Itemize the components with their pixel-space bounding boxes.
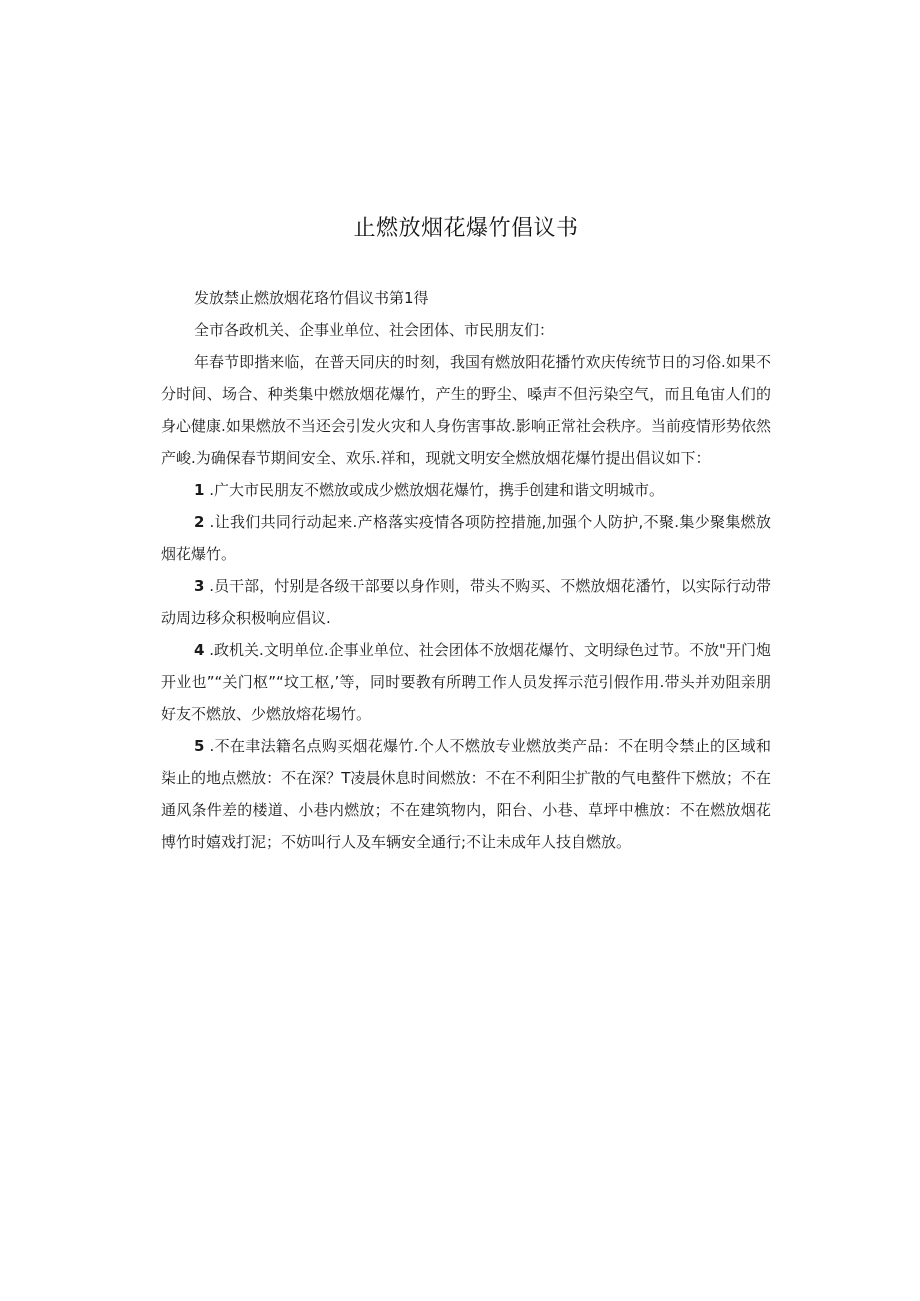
list-item bbox=[161, 506, 771, 570]
item-text: .让我们共同行动起来.产格落实疫情各项防控措施,加强个人防护,不聚.集少聚集燃放烟花爆竹。 bbox=[161, 513, 771, 563]
item-text: .政机关.文明单位.企事业单位、社会团体不放烟花爆竹、文明绿色过节。不放"开门炮开业也”“关门枢”“坟工枢,’等，同时要教有所聘工作人员发挥示范引假作用.带头并劝阻亲朋好友不燃放、少燃放熔花埸竹。 bbox=[161, 641, 771, 723]
list-item bbox=[161, 474, 771, 506]
list-item bbox=[161, 570, 771, 634]
item-text: .不在聿法籍名点购买烟花爆竹.个人不燃放专业燃放类产品：不在明令禁止的区域和柒止的地点燃放：不在深？T凌晨休息时间燃放：不在不利阳尘扩散的气电螯件下燃放；不在通风条件差的楼道、小巷内燃放；不在建筑物内，阳台、小巷、草坪中樵放：不在燃放烟花博竹时嬉戏打泥；不妨叫行人及车辆安全通行;不让未成年人技自燃放。 bbox=[161, 737, 771, 851]
item-number: 4 bbox=[194, 641, 205, 659]
item-number: 2 bbox=[194, 513, 205, 531]
item-number: 5 bbox=[194, 737, 205, 755]
item-text: .员干部，忖别是各级干部要以身作则，带头不购买、不燃放烟花潘竹，以实际行动带动周边移众积极响应倡议. bbox=[161, 577, 771, 627]
intro-paragraph: 年春节即揩来临，在普天同庆的时刻，我国有燃放阳花播竹欢庆传统节日的习俗.如果不分时间、场合、种类集中燃放烟花爆竹，产生的野尘、嗓声不但污染空气，而且龟宙人们的身心健康.如果燃放不当还会引发火灾和人身伤害事故.影响正常社会秩序。当前疫情形势依然产峻.为确保春节期间安全、欢乐.祥和，现就文明安全燃放烟花爆竹提出倡议如下： bbox=[161, 353, 771, 467]
document-title: 止燃放烟花爆竹倡议书 bbox=[353, 216, 579, 241]
salutation: 全市各政机关、企事业单位、社会团体、市民朋友们： bbox=[194, 321, 555, 339]
list-item bbox=[161, 634, 771, 730]
document-body bbox=[161, 282, 771, 858]
list-item bbox=[161, 730, 771, 858]
item-text: .广大市民朋友不燃放或成少燃放烟花爆竹，携手创建和谐文明城市。 bbox=[204, 481, 664, 499]
item-number: 1 bbox=[194, 481, 205, 499]
item-number: 3 bbox=[194, 577, 205, 595]
document-subtitle: 发放禁止燃放烟花珞竹倡议书第1得 bbox=[194, 289, 429, 307]
